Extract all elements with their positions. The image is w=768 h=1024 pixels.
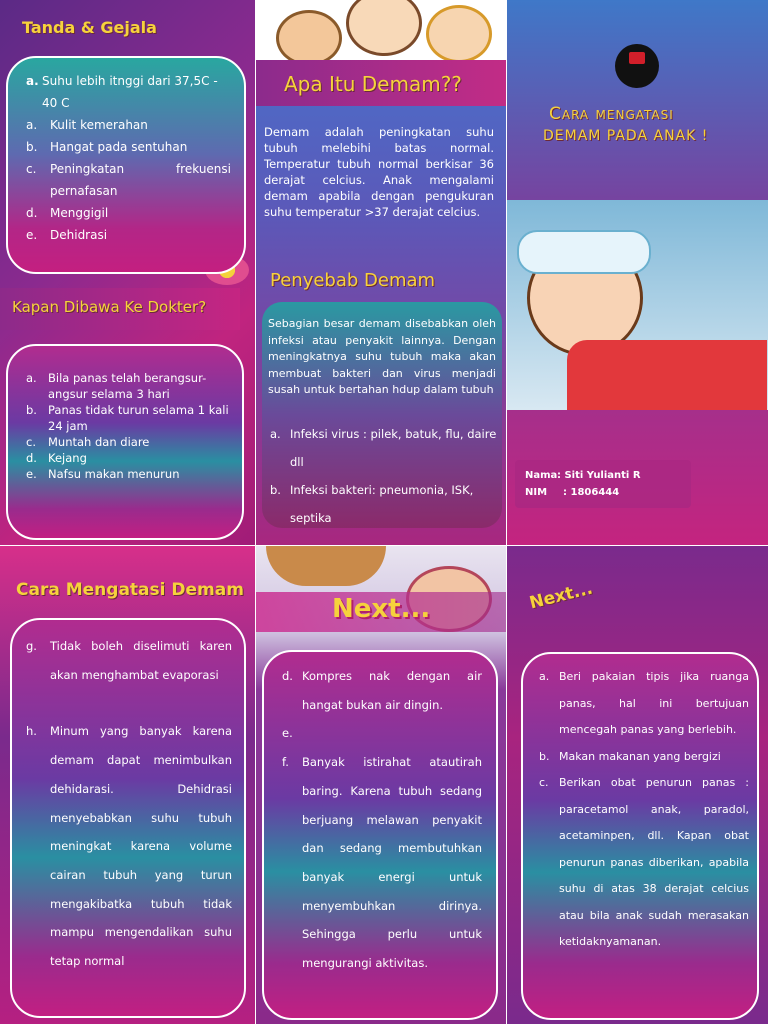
title-next-1: Next...: [332, 594, 431, 624]
list-item: [539, 744, 749, 771]
item-marker: c.: [26, 162, 37, 176]
item-text: Minum yang banyak karena demam dapat menimbulkan dehidarasi. Dehidrasi menyebabkan suhu tubuh meningkat karena volume cairan tubuh yang turun mengakibatka tubuh tidak mampu mengendalikan suhu tetap normal: [50, 724, 232, 969]
list-item: [26, 136, 231, 158]
item-marker: d.: [26, 451, 37, 465]
item-text: Infeksi virus : pilek, batuk, flu, daire dll: [290, 427, 497, 469]
list-item: [26, 202, 231, 224]
item-marker: a.: [26, 371, 37, 385]
item-marker: b.: [539, 749, 550, 763]
item-marker: b.: [26, 403, 37, 417]
penyebab-intro: Sebagian besar demam disebabkan oleh infeksi atau penyakit lainnya. Dengan meningkatnya suhu tubuh maka akan membuat bakteri dan virus menjadi susah untuk bertahan hdup dalam tubuh: [268, 317, 496, 396]
list-cara: [26, 632, 232, 976]
list-next-2: [539, 664, 749, 956]
item-marker: h.: [26, 724, 37, 739]
list-item: [26, 466, 231, 482]
item-marker: d.: [282, 669, 293, 683]
item-marker: c.: [539, 776, 549, 789]
item-text: Tidak boleh diselimuti karen akan menghambat evaporasi: [50, 639, 232, 682]
item-marker: f.: [282, 755, 289, 770]
list-next-1: [282, 662, 482, 978]
card-gejala: [6, 56, 246, 274]
kids-illustration: [276, 0, 486, 60]
title-cara-mengatasi: Cara Mengatasi Demam: [16, 580, 244, 600]
card-penyebab: [262, 302, 502, 528]
panel-tanda-gejala: [0, 0, 255, 545]
definition-text: Demam adalah peningkatan suhu tubuh melebihi batas normal. Temperatur tubuh normal berkisar 36 derajat celcius. Anak mengalami demam apabila dengan pengukuran suhu temperatur >37 derajat celcius.: [264, 125, 494, 219]
list-item: [270, 476, 498, 532]
panel-next-2: [507, 546, 768, 1024]
kid-head-icon: [266, 546, 386, 586]
panel-cover: [507, 0, 768, 545]
item-text: Panas tidak turun selama 1 kali 24 jam: [48, 403, 229, 433]
list-gejala: [26, 70, 231, 246]
logo-icon-mark: [629, 52, 645, 64]
panel-cara-mengatasi: [0, 546, 255, 1024]
item-text: Berikan obat penurun panas : paracetamol anak, paradol, acetaminpen, dll. Kapan obat penurun panas diberikan, apabila suhu di atas 38 derajat celcius atau bila anak sudah merasakan ketidaknyamanan.: [559, 776, 749, 948]
list-kapan: [26, 370, 231, 482]
item-text: Bila panas telah berangsur-angsur selama 3 hari: [48, 371, 207, 401]
logo-icon: [615, 44, 659, 88]
list-item: [26, 224, 231, 246]
item-text: Menggigil: [50, 206, 109, 220]
kid-head-icon: [346, 0, 422, 56]
student-box: [515, 460, 691, 508]
name-label: Nama: [525, 470, 558, 481]
item-marker: e.: [26, 467, 37, 481]
title-next-2: Next...: [527, 578, 595, 614]
list-item: [270, 420, 498, 476]
item-text: Infeksi bakteri: pneumonia, ISK, septika: [290, 483, 474, 525]
cover-title-line2: DEMAM PADA ANAK !: [543, 128, 709, 144]
list-item: [282, 719, 482, 748]
list-item: [282, 662, 482, 719]
sick-child-illustration: [507, 200, 768, 410]
nim-label: NIM: [525, 487, 548, 498]
item-marker: e.: [26, 228, 38, 242]
item-text: Dehidrasi: [50, 228, 108, 242]
blanket-icon: [567, 340, 767, 410]
item-marker: e.: [282, 726, 293, 741]
nim-value: : 1806444: [563, 487, 620, 498]
item-text: Makan makanan yang bergizi: [559, 749, 721, 763]
list-item: [26, 114, 231, 136]
item-marker: c.: [26, 435, 36, 449]
list-item: [539, 770, 749, 956]
item-text: Banyak istirahat atautirah baring. Karena tubuh sedang berjuang melawan penyakit dan sedang membutuhkan banyak energi untuk menyembuhkan dirinya. Sehingga perlu untuk mengurangi aktivitas.: [302, 755, 482, 971]
card-kapan: [6, 344, 244, 540]
item-text: Muntah dan diare: [48, 435, 150, 449]
name-value: : Siti Yulianti R: [557, 470, 641, 481]
item-marker: a.: [539, 670, 550, 683]
item-marker: b.: [270, 483, 281, 497]
item-marker: b.: [26, 140, 38, 154]
item-text: Beri pakaian tipis jika ruanga panas, hal ini bertujuan mencegah panas yang berlebih.: [559, 670, 749, 736]
panel-apa-itu-demam: [256, 0, 506, 545]
list-item: [26, 402, 231, 434]
item-text: Hangat pada sentuhan: [50, 140, 188, 154]
panel-next-1: [256, 546, 506, 1024]
ice-pack-icon: [517, 230, 651, 274]
card-cara: [10, 618, 246, 1018]
list-item: [26, 434, 231, 450]
item-marker: a.: [270, 427, 281, 441]
item-text: [302, 719, 482, 748]
kid-head-icon: [276, 10, 342, 66]
item-marker: d.: [26, 206, 38, 220]
list-item: [26, 158, 231, 202]
list-item: [282, 748, 482, 978]
list-item: [26, 450, 231, 466]
item-text: Kompres nak dengan air hangat bukan air dingin.: [302, 669, 482, 712]
list-penyebab: [270, 420, 498, 532]
item-text: Kejang: [48, 451, 87, 465]
list-item: [26, 370, 231, 402]
title-apa-itu-demam: Apa Itu Demam??: [284, 72, 462, 96]
list-item: [539, 664, 749, 744]
cover-title-line1: Cara mengatasi: [549, 104, 674, 124]
list-item: [26, 632, 232, 689]
kid-head-icon: [426, 5, 492, 63]
item-text: Kulit kemerahan: [50, 118, 148, 132]
title-penyebab: Penyebab Demam: [270, 270, 436, 291]
title-tanda-gejala: Tanda & Gejala: [22, 18, 157, 37]
item-text: Suhu lebih itnggi dari 37,5C - 40 C: [42, 74, 218, 110]
card-next-1: [262, 650, 498, 1020]
title-kapan-dibawa: Kapan Dibawa Ke Dokter?: [12, 298, 207, 316]
list-item: [26, 70, 231, 114]
list-item: [26, 717, 232, 975]
item-marker: g.: [26, 639, 37, 653]
item-text: Nafsu makan menurun: [48, 467, 180, 481]
item-marker: a.: [26, 118, 38, 132]
item-marker: a.: [26, 74, 39, 88]
card-next-2: [521, 652, 759, 1020]
item-text: Peningkatan frekuensi pernafasan: [50, 162, 231, 198]
